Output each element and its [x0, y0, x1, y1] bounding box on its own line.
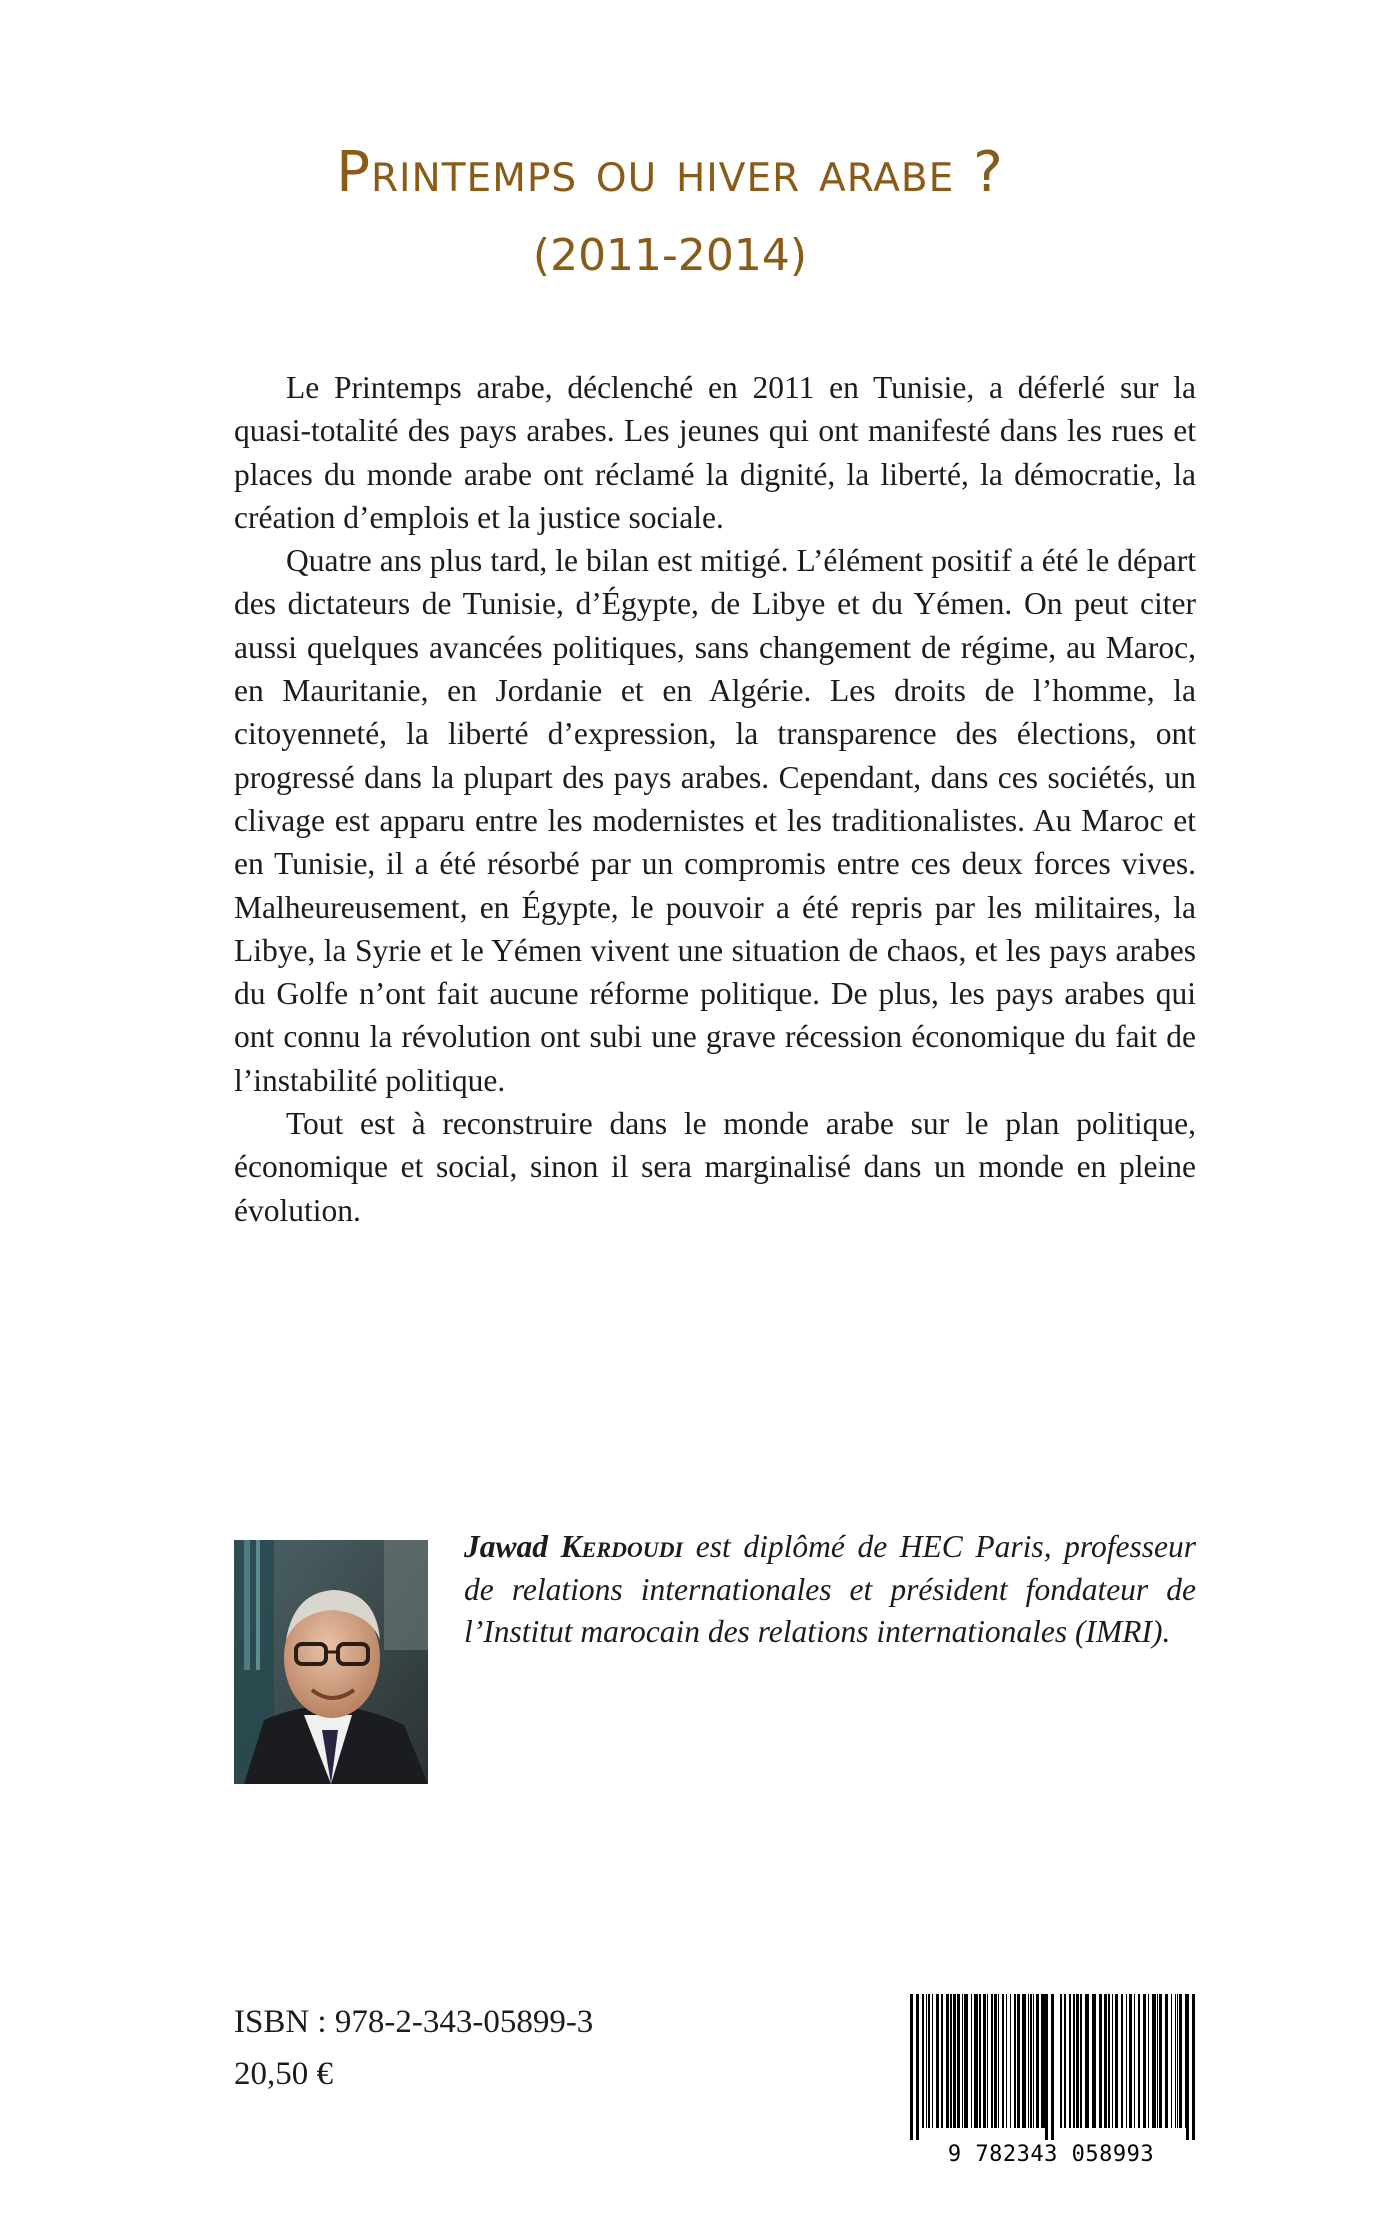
barcode-bars [904, 1990, 1198, 2140]
book-subtitle: (2011-2014) [532, 230, 808, 281]
author-photo [234, 1540, 428, 1784]
barcode [904, 1990, 1198, 2180]
author-bio-text: est diplômé de HEC Paris, professeur de relations internationales et président fondateur de l’Institut marocain des relations internationales (IMRI). [464, 1529, 1197, 1649]
back-cover-summary [234, 366, 1196, 1232]
author-first-name: Jawad [464, 1529, 549, 1564]
summary-paragraph-3: Tout est à reconstruire dans le monde arabe sur le plan politique, économique et social, sinon il sera marginalisé dans un monde en pleine évolution. [234, 1106, 1196, 1228]
barcode-digits: 9 782343 058993 [947, 2142, 1155, 2167]
book-title: Printemps ou hiver arabe ? [336, 140, 1004, 205]
isbn: ISBN : 978-2-343-05899-3 [234, 2004, 594, 2040]
summary-paragraph-1: Le Printemps arabe, déclenché en 2011 en Tunisie, a déferlé sur la quasi-totalité des pays arabes. Les jeunes qui ont manifesté dans les rues et places du monde arabe ont réclamé la dignité, la liberté, la démocratie, la création d’emplois et la justice sociale. [234, 370, 1196, 535]
author-surname: Kerdoudi [560, 1529, 684, 1564]
price: 20,50 € [234, 2056, 333, 2092]
summary-paragraph-2: Quatre ans plus tard, le bilan est mitigé. L’élément positif a été le départ des dictateurs de Tunisie, d’Égypte, de Libye et du Yémen. On peut citer aussi quelques avancées politiques, sans changement de régime, au Maroc, en Mauritanie, en Jordanie et en Algérie. Les droits de l’homme, la citoyenneté, la liberté d’expression, la transparence des élections, ont progressé dans la plupart des pays arabes. Cependant, dans ces sociétés, un clivage est apparu entre les modernistes et les traditionalistes. Au Maroc et en Tunisie, il a été résorbé par un compromis entre ces deux forces vives. Malheureusement, en Égypte, le pouvoir a été repris par les militaires, la Libye, la Syrie et le Yémen vivent une situation de chaos, et les pays arabes du Golfe n’ont fait aucune réforme politique. De plus, les pays arabes qui ont connu la révolution ont subi une grave récession économique du fait de l’instabilité politique. [234, 543, 1196, 1098]
author-bio [464, 1526, 1196, 1654]
